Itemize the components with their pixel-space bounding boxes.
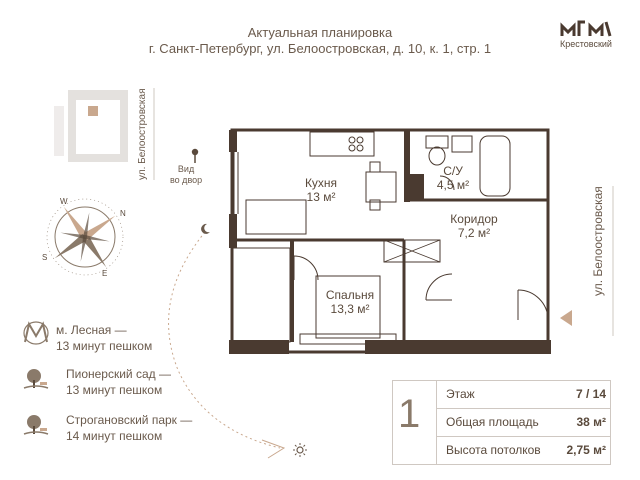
- minimap-street-label: ул. Белоостровская: [137, 88, 148, 180]
- room-bathroom-name: С/У: [443, 164, 463, 178]
- room-bathroom-area: 4,5 м²: [436, 178, 470, 192]
- floor-number: 1: [398, 392, 421, 436]
- poi-park-1-time: 13 минут пешком: [66, 383, 163, 397]
- info-area-value: 38 м²: [576, 415, 606, 429]
- view-label-line2: во двор: [170, 175, 203, 185]
- page-address: г. Санкт-Петербург, ул. Белоостровская, д. 10, к. 1, стр. 1: [148, 41, 492, 56]
- poi-park-2-time: 14 минут пешком: [66, 429, 163, 443]
- room-bedroom-name: Спальня: [325, 288, 375, 302]
- info-floor-value: 7 / 14: [575, 387, 606, 401]
- compass-s: S: [42, 253, 48, 262]
- info-ceiling-label: Высота потолков: [446, 443, 541, 457]
- info-ceiling-value: 2,75 м²: [566, 443, 606, 457]
- poi-metro-name: м. Лесная —: [56, 323, 127, 337]
- info-row-area: [446, 411, 610, 433]
- compass-e: E: [102, 269, 108, 278]
- room-corridor-area: 7,2 м²: [457, 226, 491, 240]
- brand-logo-text: Крестовский: [560, 39, 612, 49]
- info-floor-label: Этаж: [446, 387, 475, 401]
- plan-street-label: ул. Белоостровская: [591, 186, 605, 296]
- poi-metro-time: 13 минут пешком: [56, 339, 153, 353]
- room-kitchen-area: 13 м²: [306, 190, 336, 204]
- poi-park-2-name: Строгановский парк —: [66, 413, 193, 427]
- compass-w: W: [60, 197, 68, 206]
- room-bedroom-area: 13,3 м²: [330, 302, 370, 316]
- info-area-label: Общая площадь: [446, 415, 539, 429]
- room-kitchen-name: Кухня: [304, 176, 338, 190]
- page-title: Актуальная планировка: [247, 25, 393, 40]
- compass-n: N: [120, 209, 126, 218]
- info-row-floor: [446, 383, 610, 405]
- room-corridor-name: Коридор: [450, 212, 498, 226]
- view-label-line1: Вид: [177, 164, 195, 174]
- info-row-ceiling: [446, 439, 610, 461]
- poi-park-1-name: Пионерский сад —: [66, 367, 171, 381]
